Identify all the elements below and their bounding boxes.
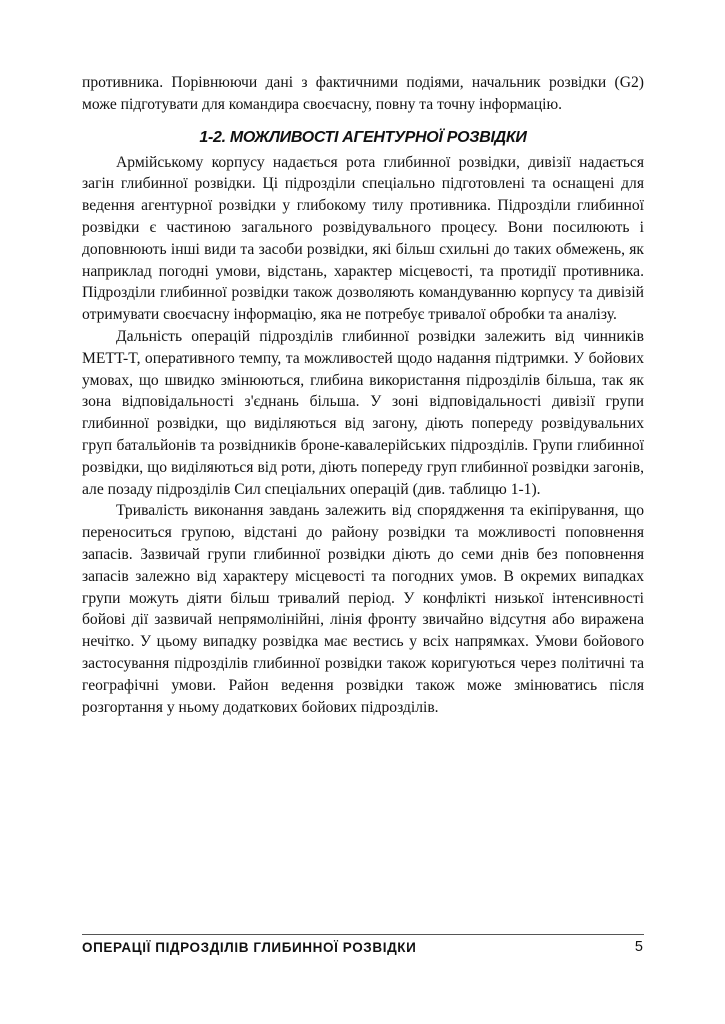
page-number: 5 (634, 939, 643, 955)
body-paragraph: Армійському корпусу надається рота глибинної розвідки, дивізії надається загін глибинної розвідки. Ці підрозділи спеціально підготовлені та оснащені для ведення агентурної розвідки у глибокому тилу противника. Підрозділи глибинної розвідки є частиною загального розвідувального процесу. Вони посилюють і доповнюють інші види та засоби розвідки, які більш схильні до таких обмежень, як наприклад погодні умови, відстань, характер місцевості, та протидії противника. Підрозділи глибинної розвідки також дозволяють командуванню корпусу та дивізій отримувати своєчасну інформацію, яка не потребує тривалої обробки та аналізу. (82, 153, 644, 324)
footer-divider (82, 934, 644, 935)
intro-paragraph: противника. Порівнюючи дані з фактичними подіями, начальник розвідки (G2) може підготувати для командира своєчасну, повну та точну інформацію. (82, 74, 644, 113)
body-paragraph: Тривалість виконання завдань залежить від спорядження та екіпірування, що переноситься групою, відстані до району розвідки та можливості поповнення запасів. Зазвичай групи глибинної розвідки діють до семи днів без поповнення запасів залежно від характеру місцевості та погодних умов. В окремих випадках групи можуть діяти більш тривалий період. У конфлікті низької інтенсивності бойові дії зазвичай непрямолінійні, лінія фронту звичайно відсутня або виражена нечітко. У цьому випадку розвідка має вестись у всіх напрямках. Умови бойового застосування підрозділів глибинної розвідки також коригуються через політичні та географічні умови. Район ведення розвідки також може змінюватись після розгортання у ньому додаткових бойових підрозділів. (82, 502, 644, 716)
footer-title: ОПЕРАЦІЇ ПІДРОЗДІЛІВ ГЛИБИННОЇ РОЗВІДКИ (82, 940, 417, 955)
page-body (82, 72, 644, 718)
section-heading: 1-2. МОЖЛИВОСТІ АГЕНТУРНОЇ РОЗВІДКИ (199, 128, 527, 146)
body-paragraph: Дальність операцій підрозділів глибинної розвідки залежить від чинників METT-T, оперативного темпу, та можливостей щодо надання підтримки. У бойових умовах, що швидко змінюються, глибина використання підрозділів більша, так як зона відповідальності з'єднань більша. У зоні відповідальності дивізії групи глибинної розвідки, що виділяються від загону, діють попереду розвідувальних груп батальйонів та розвідників броне-кавалерійських підрозділів. Групи глибинної розвідки, що виділяються від роти, діють попереду груп глибинної розвідки загонів, але позаду підрозділів Сил спеціальних операцій (див. таблицю 1-1). (82, 327, 644, 498)
